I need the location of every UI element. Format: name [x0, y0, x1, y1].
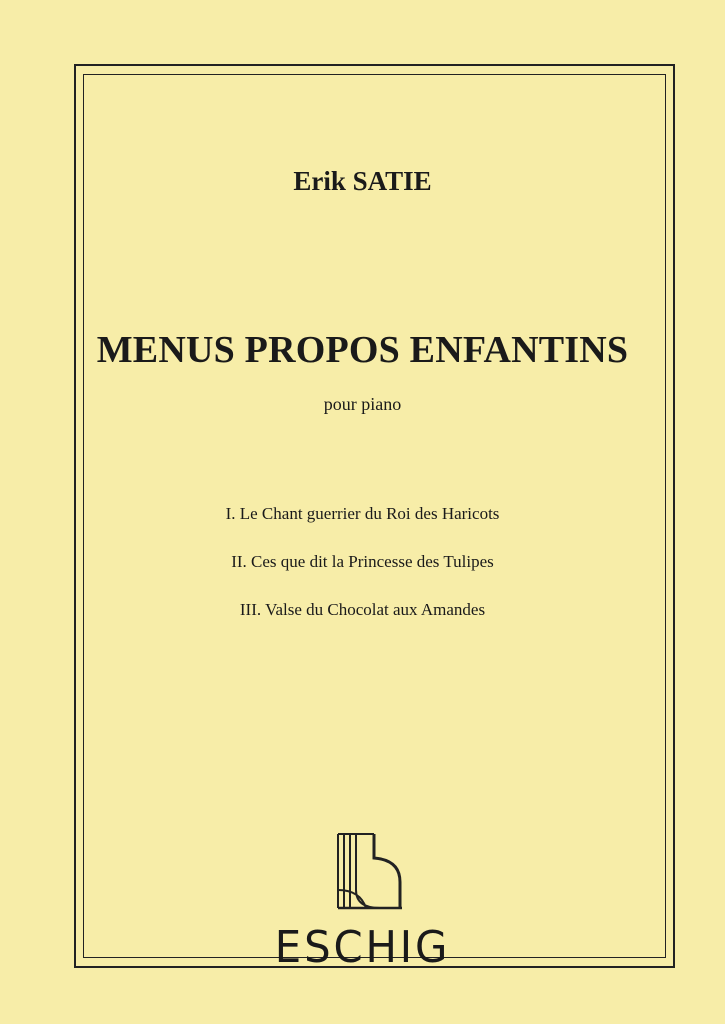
- publisher-name: ESCHIG: [274, 922, 451, 973]
- movement-item: I. Le Chant guerrier du Roi des Haricots: [225, 504, 500, 523]
- instrument-subtitle: pour piano: [323, 394, 402, 414]
- eschig-harp-logo-icon: [330, 830, 410, 912]
- movement-item: II. Ces que dit la Princesse des Tulipes: [231, 552, 494, 571]
- composer-name: Erik SATIE: [293, 166, 432, 196]
- movement-item: III. Valse du Chocolat aux Amandes: [239, 600, 486, 619]
- movement-list: [0, 504, 725, 648]
- work-title: MENUS PROPOS ENFANTINS: [96, 329, 629, 371]
